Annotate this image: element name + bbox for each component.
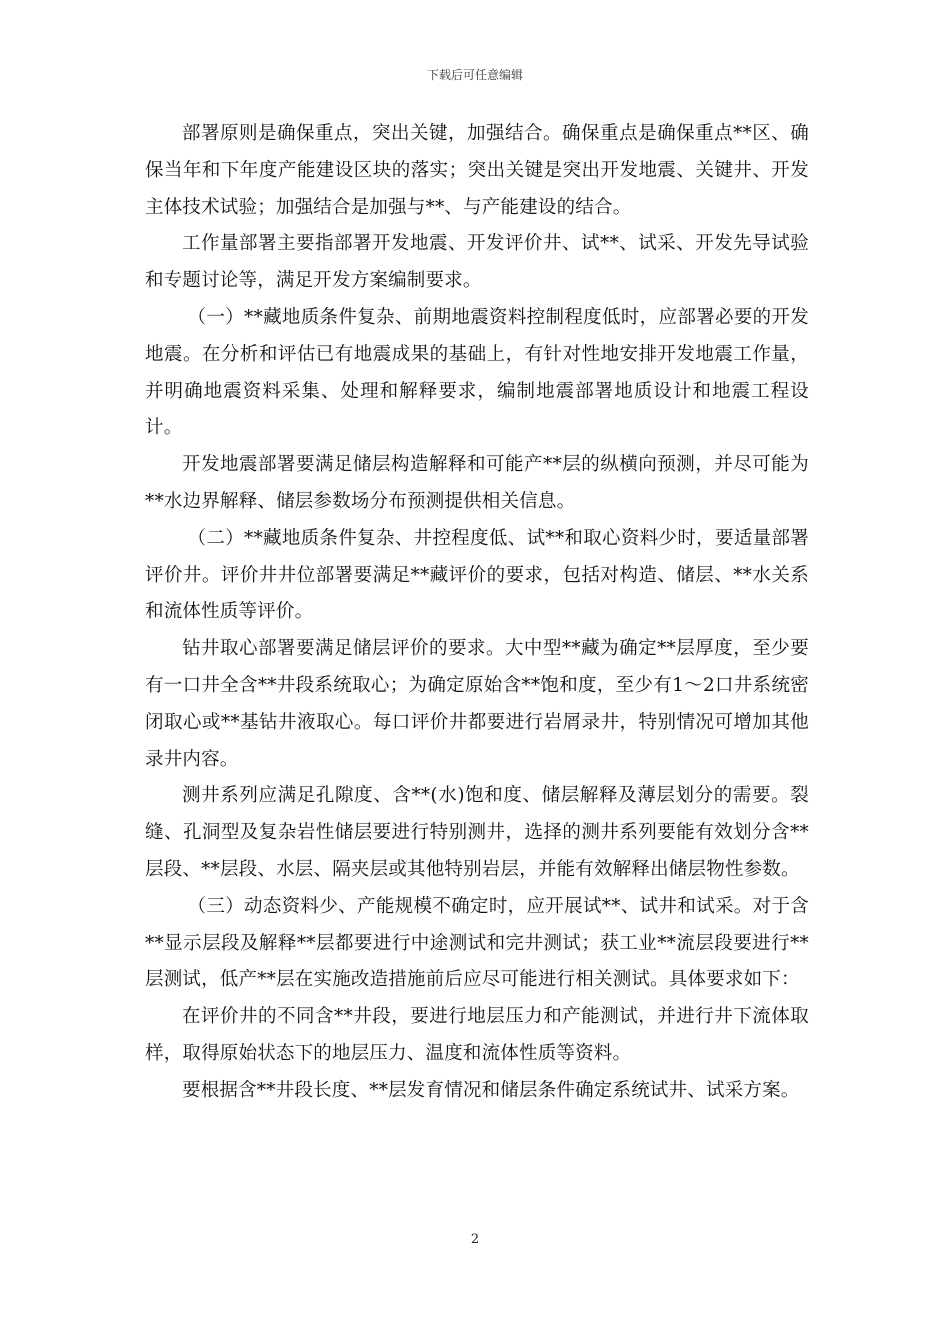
paragraph-logging: 测井系列应满足孔隙度、含**(水)饱和度、储层解释及薄层划分的需要。裂缝、孔洞型及复杂岩性储层要进行特别测井，选择的测井系列要能有效划分含**层段、**层段、水层、隔夹层或其他特别岩层，并能有效解释出储层物性参数。: [145, 785, 809, 880]
paragraph-well-test-plan: 要根据含**井段长度、**层发育情况和储层条件确定系统试井、试采方案。: [182, 1079, 800, 1101]
paragraph-deployment-principles: 部署原则是确保重点，突出关键，加强结合。确保重点是确保重点**区、确保当年和下年度产能建设区块的落实；突出关键是突出开发地震、关键井、开发主体技术试验；加强结合是加强与**、与产能建设的结合。: [145, 123, 809, 218]
paragraph-section-2: （二）**藏地质条件复杂、井控程度低、试**和取心资料少时，要适量部署评价井。评价井井位部署要满足**藏评价的要求，包括对构造、储层、**水关系和流体性质等评价。: [145, 527, 809, 623]
paragraph-workload: 工作量部署主要指部署开发地震、开发评价井、试**、试采、开发先导试验和专题讨论等，满足开发方案编制要求。: [145, 233, 809, 292]
paragraph-seismic: 开发地震部署要满足储层构造解释和可能产**层的纵横向预测，并尽可能为**水边界解释、储层参数场分布预测提供相关信息。: [145, 454, 809, 512]
paragraph-coring: 钻井取心部署要满足储层评价的要求。大中型**藏为确定**层厚度，至少要有一口井全含**井段系统取心；为确定原始含**饱和度，至少有1～2口井系统密闭取心或**基钻井液取心。每口评价井都要进行岩屑录井，特别情况可增加其他录井内容。: [145, 638, 809, 770]
paragraph-section-3: （三）动态资料少、产能规模不确定时，应开展试**、试井和试采。对于含**显示层段及解释**层都要进行中途测试和完井测试；获工业**流层段要进行**层测试，低产**层在实施改造措施前后应尽可能进行相关测试。具体要求如下：: [145, 895, 809, 991]
page-header: 下载后可任意编辑: [426, 68, 523, 82]
page-number: 2: [470, 1232, 480, 1247]
paragraph-section-1: （一）**藏地质条件复杂、前期地震资料控制程度低时，应部署必要的开发地震。在分析和评估已有地震成果的基础上，有针对性地安排开发地震工作量，并明确地震资料采集、处理和解释要求，编制地震部署地质设计和地震工程设计。: [145, 306, 809, 439]
paragraph-pressure-testing: 在评价井的不同含**井段，要进行地层压力和产能测试，并进行井下流体取样，取得原始状态下的地层压力、温度和流体性质等资料。: [145, 1006, 809, 1064]
document-body: [145, 116, 809, 1110]
